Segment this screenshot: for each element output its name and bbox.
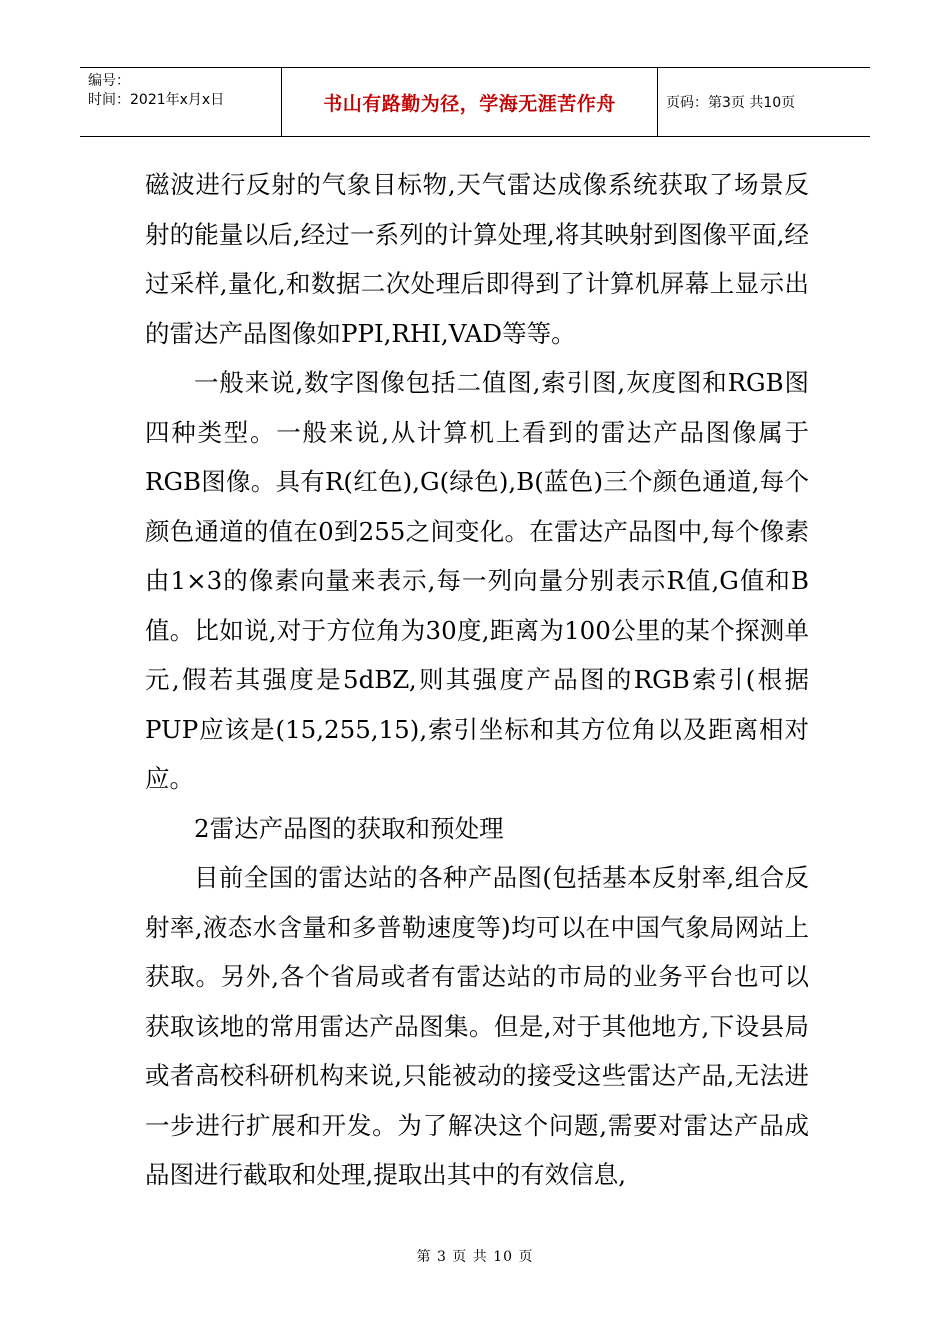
page-header bbox=[80, 67, 870, 137]
page-footer: 第 3 页 共 10 页 bbox=[416, 1249, 534, 1265]
header-page-info: 页码：第3页 共10页 bbox=[666, 95, 796, 111]
paragraph-continued: 磁波进行反射的气象目标物,天气雷达成像系统获取了场景反射的能量以后,经过一系列的计算处理,将其映射到图像平面,经过采样,量化,和数据二次处理后即得到了计算机屏幕上显示出的雷达产品图像如PPI,RHI,VAD等等。 bbox=[145, 170, 809, 348]
paragraph-image-types: 一般来说,数字图像包括二值图,索引图,灰度图和RGB图四种类型。一般来说,从计算机上看到的雷达产品图像属于RGB图像。具有R(红色),G(绿色),B(蓝色)三个颜色通道,每个颜色通道的值在0到255之间变化。在雷达产品图中,每个像素由1×3的像素向量来表示,每一列向量分别表示R值,G值和B值。比如说,对于方位角为30度,距离为100公里的某个探测单元,假若其强度是5dBZ,则其强度产品图的RGB索引(根据PUP应该是(15,255,15),索引坐标和其方位角以及距离相对应。 bbox=[145, 368, 809, 793]
header-motto: 书山有路勤为径，学海无涯苦作舟 bbox=[282, 68, 658, 136]
document-number-label: 编号： bbox=[88, 73, 130, 89]
section-heading: 2雷达产品图的获取和预处理 bbox=[194, 813, 504, 843]
document-time-label: 时间：2021年x月x日 bbox=[88, 92, 225, 108]
paragraph-acquisition: 目前全国的雷达站的各种产品图(包括基本反射率,组合反射率,液态水含量和多普勒速度等)均可以在中国气象局网站上获取。另外,各个省局或者有雷达站的市局的业务平台也可以获取该地的常用雷达产品图集。但是,对于其他地方,下设县局或者高校科研机构来说,只能被动的接受这些雷达产品,无法进一步进行扩展和开发。为了解决这个问题,需要对雷达产品成品图进行截取和处理,提取出其中的有效信息, bbox=[145, 863, 809, 1189]
document-body bbox=[145, 160, 809, 1200]
header-meta bbox=[80, 68, 282, 136]
